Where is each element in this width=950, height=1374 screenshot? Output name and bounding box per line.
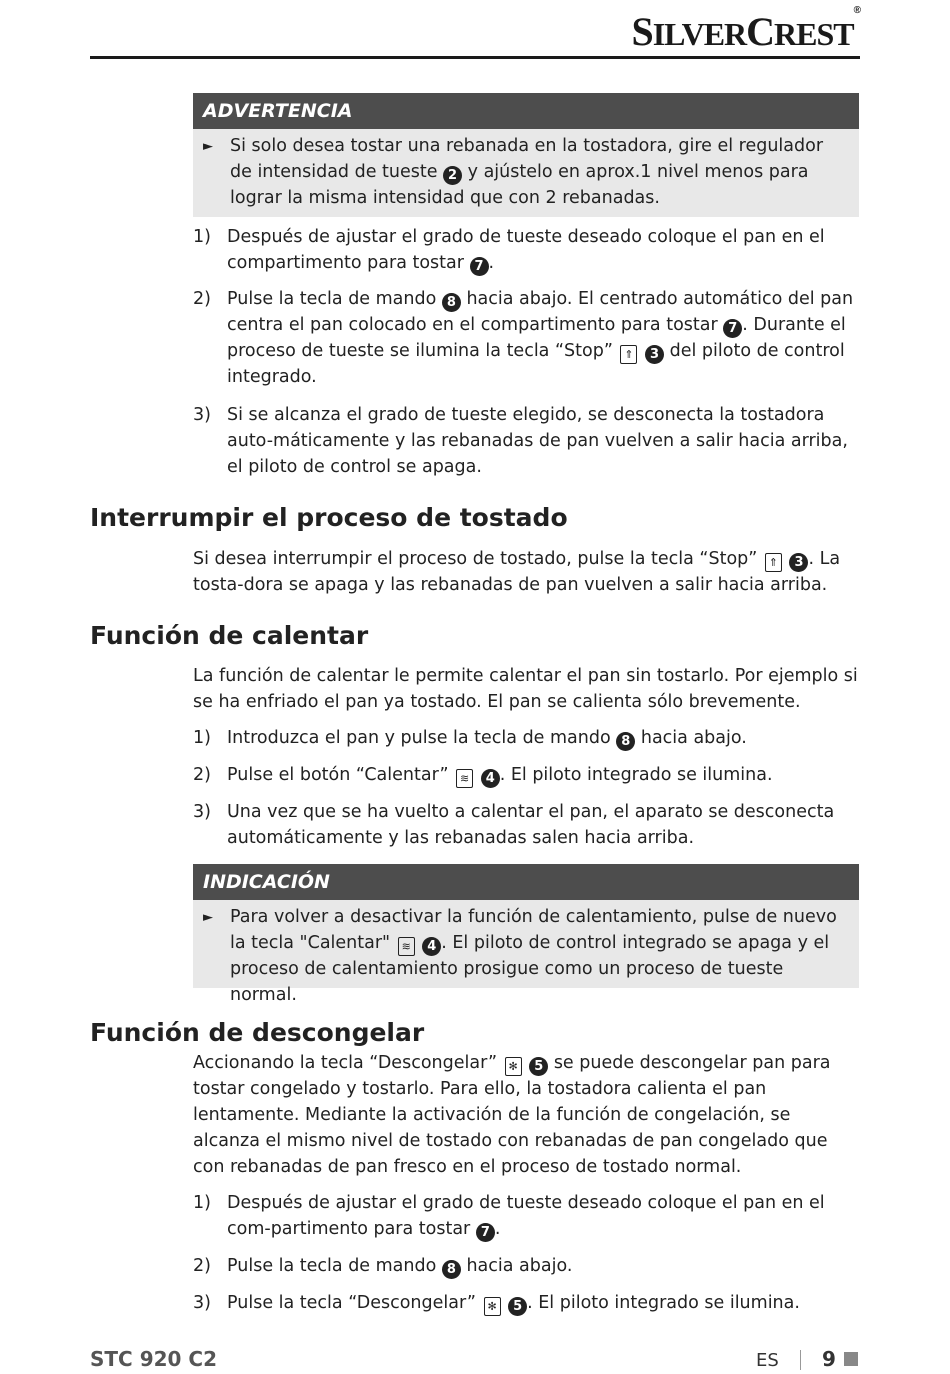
ref-circle: 7 — [476, 1223, 495, 1242]
ref-circle: 8 — [442, 1260, 461, 1279]
footer-divider — [800, 1350, 801, 1370]
footer-model: STC 920 C2 — [90, 1347, 217, 1371]
defrost-icon: ✻ — [505, 1057, 522, 1076]
page-number: 9 — [822, 1347, 836, 1371]
registered-mark: ® — [853, 4, 860, 16]
section-title-defrost: Función de descongelar — [90, 1018, 425, 1047]
ref-circle: 5 — [508, 1297, 527, 1316]
list-item: 3) Si se alcanza el grado de tueste elegido, se desconecta la tostadora auto-máticamente y las rebanadas de pan vuelven a salir hacia arriba, el piloto de control se apaga. — [193, 405, 848, 477]
ref-circle: 8 — [616, 732, 635, 751]
list-item: 3) Pulse la tecla “Descongelar” ✻ 5 . El piloto integrado se ilumina. — [193, 1293, 800, 1314]
ref-circle: 4 — [422, 937, 441, 956]
ref-circle: 8 — [442, 293, 461, 312]
defrost-icon: ✻ — [484, 1297, 501, 1316]
warm-intro: La función de calentar le permite calentar el pan sin tostarlo. Por ejemplo si se ha enfriado el pan ya tostado. El pan se calienta sólo brevemente. — [193, 666, 858, 712]
list-item: 1) Después de ajustar el grado de tueste deseado coloque el pan en el com-partimento para tostar 7 . — [193, 1193, 825, 1240]
ref-circle: 7 — [470, 257, 489, 276]
indication-body: ► Para volver a desactivar la función de calentamiento, pulse de nuevo la tecla "Calentar" ≋ 4 . El piloto de control integrado se apaga y el proceso de calentamiento prosigue como un proceso de tueste normal. — [203, 907, 837, 1005]
list-item: 2) Pulse el botón “Calentar” ≋ 4 . El piloto integrado se ilumina. — [193, 765, 773, 786]
footer-square-icon — [844, 1352, 858, 1366]
indication-box — [193, 864, 859, 1005]
ref-circle: 2 — [443, 166, 462, 185]
ref-circle: 4 — [481, 769, 500, 788]
list-item: 1) Después de ajustar el grado de tueste deseado coloque el pan en el compartimento para tostar 7 . — [193, 227, 825, 274]
indication-title: INDICACIÓN — [193, 864, 859, 900]
warm-icon: ≋ — [398, 937, 415, 956]
defrost-paragraph: Accionando la tecla “Descongelar” ✻ 5 se puede descongelar pan para tostar congelado y tostarlo. Para ello, la tostadora calienta el pan lentamente. Mediante la activación de la función de congelación, se alcanza el mismo nivel de tostado con rebanadas de pan congelado que con rebanadas de pan fresco en el proceso de tostado normal. — [193, 1053, 831, 1177]
bullet-arrow-icon: ► — [203, 139, 213, 154]
list-item: 1) Introduzca el pan y pulse la tecla de mando 8 hacia abajo. — [193, 728, 747, 749]
interrupt-paragraph: Si desea interrumpir el proceso de tostado, pulse la tecla “Stop” ⇑ 3 . La tosta-dora se apaga y las rebanadas de pan vuelven a salir hacia arriba. — [193, 549, 841, 595]
header-rule — [90, 56, 860, 59]
ref-circle: 7 — [723, 319, 742, 338]
brand-logo: SILVERCREST® — [631, 4, 860, 54]
section-title-interrupt: Interrumpir el proceso de tostado — [90, 503, 568, 532]
stop-icon: ⇑ — [620, 345, 637, 364]
ref-circle: 5 — [529, 1057, 548, 1076]
section-title-warm: Función de calentar — [90, 621, 369, 650]
footer-language: ES — [756, 1350, 779, 1371]
list-item: 2) Pulse la tecla de mando 8 hacia abajo. El centrado automático del pan centra el pan colocado en el compartimento para tostar 7 . Durante el proceso de tueste se ilumina la tecla “Stop” ⇑ 3 del piloto de control integrado. — [193, 289, 854, 387]
warning-title: ADVERTENCIA — [193, 93, 859, 129]
list-item: 2) Pulse la tecla de mando 8 hacia abajo. — [193, 1256, 573, 1277]
list-item: 3) Una vez que se ha vuelto a calentar el pan, el aparato se desconecta automáticamente y las rebanadas salen hacia arriba. — [193, 802, 835, 848]
stop-icon: ⇑ — [765, 553, 782, 572]
warning-body: ► Si solo desea tostar una rebanada en la tostadora, gire el regulador de intensidad de tueste 2 y ajústelo en aprox.1 nivel menos para lograr la misma intensidad que con 2 rebanadas. — [203, 136, 824, 208]
warm-icon: ≋ — [456, 769, 473, 788]
ref-circle: 3 — [789, 553, 808, 572]
warning-box — [193, 93, 859, 217]
bullet-arrow-icon: ► — [203, 910, 213, 925]
ref-circle: 3 — [645, 345, 664, 364]
